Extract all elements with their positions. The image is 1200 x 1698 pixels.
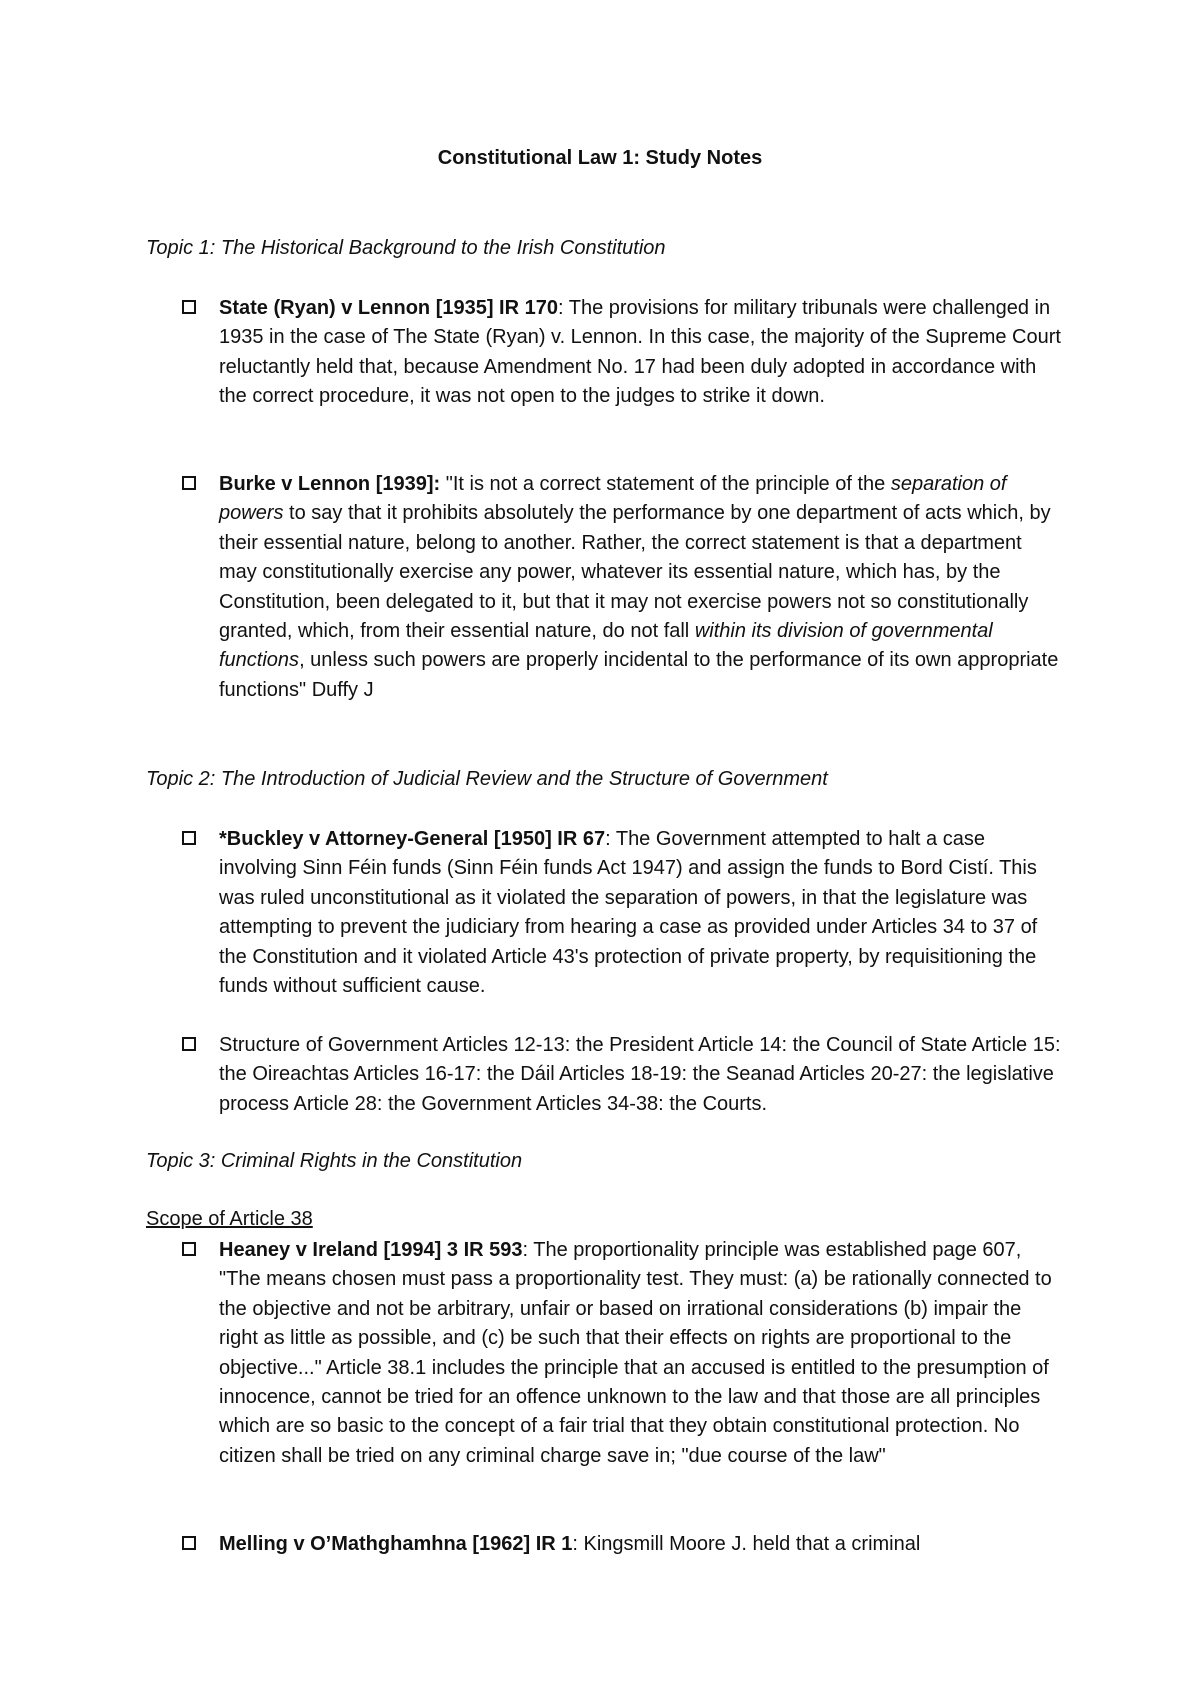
list-item-burke-v-lennon <box>182 470 1062 705</box>
list-item-buckley-v-ag <box>182 825 1062 1001</box>
quote-emphasis: within its division of governmental functions <box>219 620 993 672</box>
case-note: : The provisions for military tribunals were challenged in 1935 in the case of The State (Ryan) v. Lennon. In this case, the majority of the Supreme Court reluctantly held that, because Amendment No. 17 had been duly adopted in accordance with the correct procedure, it was not open to the judges to strike it down. <box>219 297 1061 408</box>
quote-text: , unless such powers are properly incidental to the performance of its own appropriate functions" Duffy J <box>219 649 1059 701</box>
case-name: State (Ryan) v Lennon [1935] IR 170 <box>219 297 558 319</box>
list-item-structure-of-government <box>182 1031 1062 1119</box>
checkbox-icon[interactable] <box>182 300 196 314</box>
checkbox-icon[interactable] <box>182 1242 196 1256</box>
case-name: *Buckley v Attorney-General [1950] IR 67 <box>219 828 606 850</box>
quote-text: "It is not a correct statement of the principle of the <box>440 473 891 495</box>
topic-2-heading: Topic 2: The Introduction of Judicial Review and the Structure of Government <box>146 768 828 790</box>
topic-3-heading: Topic 3: Criminal Rights in the Constitution <box>146 1150 523 1172</box>
checkbox-icon[interactable] <box>182 831 196 845</box>
checkbox-icon[interactable] <box>182 1536 196 1550</box>
checkbox-icon[interactable] <box>182 476 196 490</box>
list-item-text <box>219 825 1062 1001</box>
list-item-state-ryan-v-lennon <box>182 294 1062 412</box>
topic-1-heading: Topic 1: The Historical Background to the Irish Constitution <box>146 237 666 259</box>
case-name: Melling v O’Mathghamhna [1962] IR 1 <box>219 1533 573 1555</box>
quote-emphasis: separation of powers <box>219 473 1007 525</box>
list-item-text <box>219 470 1062 705</box>
list-item-text <box>219 1530 1062 1559</box>
list-item-text <box>219 1236 1062 1471</box>
case-name: Heaney v Ireland [1994] 3 IR 593 <box>219 1239 523 1261</box>
quote-text: to say that it prohibits absolutely the performance by one department of acts which, by their essential nature, belong to another. Rather, the correct statement is that a department may constitutionally exercise any power, whatever its essential nature, which has, by the Constitution, been delegated to it, but that it may not exercise powers not so constitutionally granted, which, from their essential nature, do not fall <box>219 502 1051 643</box>
list-item-text <box>219 294 1062 412</box>
list-item-text: Structure of Government Articles 12-13: the President Article 14: the Council of State Article 15: the Oireachtas Articles 16-17: the Dáil Articles 18-19: the Seanad Articles 20-27: the legislative process Article 28: the Government Articles 34-38: the Courts. <box>219 1034 1061 1115</box>
list-item-melling-v-omathghamhna <box>182 1530 1062 1559</box>
document-title: Constitutional Law 1: Study Notes <box>437 147 763 169</box>
list-item-heaney-v-ireland <box>182 1236 1062 1471</box>
case-note: : The proportionality principle was established page 607, "The means chosen must pass a proportionality test. They must: (a) be rationally connected to the objective and not be arbitrary, unfair or based on irrational considerations (b) impair the right as little as possible, and (c) be such that their effects on rights are proportional to the objective..." Article 38.1 includes the principle that an accused is entitled to the presumption of innocence, cannot be tried for an offence unknown to the law and that those are all principles which are so basic to the concept of a fair trial that they obtain constitutional protection. No citizen shall be tried on any criminal charge save in; "due course of the law" <box>219 1239 1052 1467</box>
case-note: : The Government attempted to halt a case involving Sinn Féin funds (Sinn Féin funds Act 1947) and assign the funds to Bord Cistí. This was ruled unconstitutional as it violated the separation of powers, in that the legislature was attempting to prevent the judiciary from hearing a case as provided under Articles 34 to 37 of the Constitution and it violated Article 43's protection of private property, by requisitioning the funds without sufficient cause. <box>219 828 1038 998</box>
checkbox-icon[interactable] <box>182 1037 196 1051</box>
subheading-scope-of-article-38: Scope of Article 38 <box>146 1208 313 1230</box>
case-name: Burke v Lennon [1939]: <box>219 473 441 495</box>
case-note: : Kingsmill Moore J. held that a criminal <box>572 1533 921 1555</box>
